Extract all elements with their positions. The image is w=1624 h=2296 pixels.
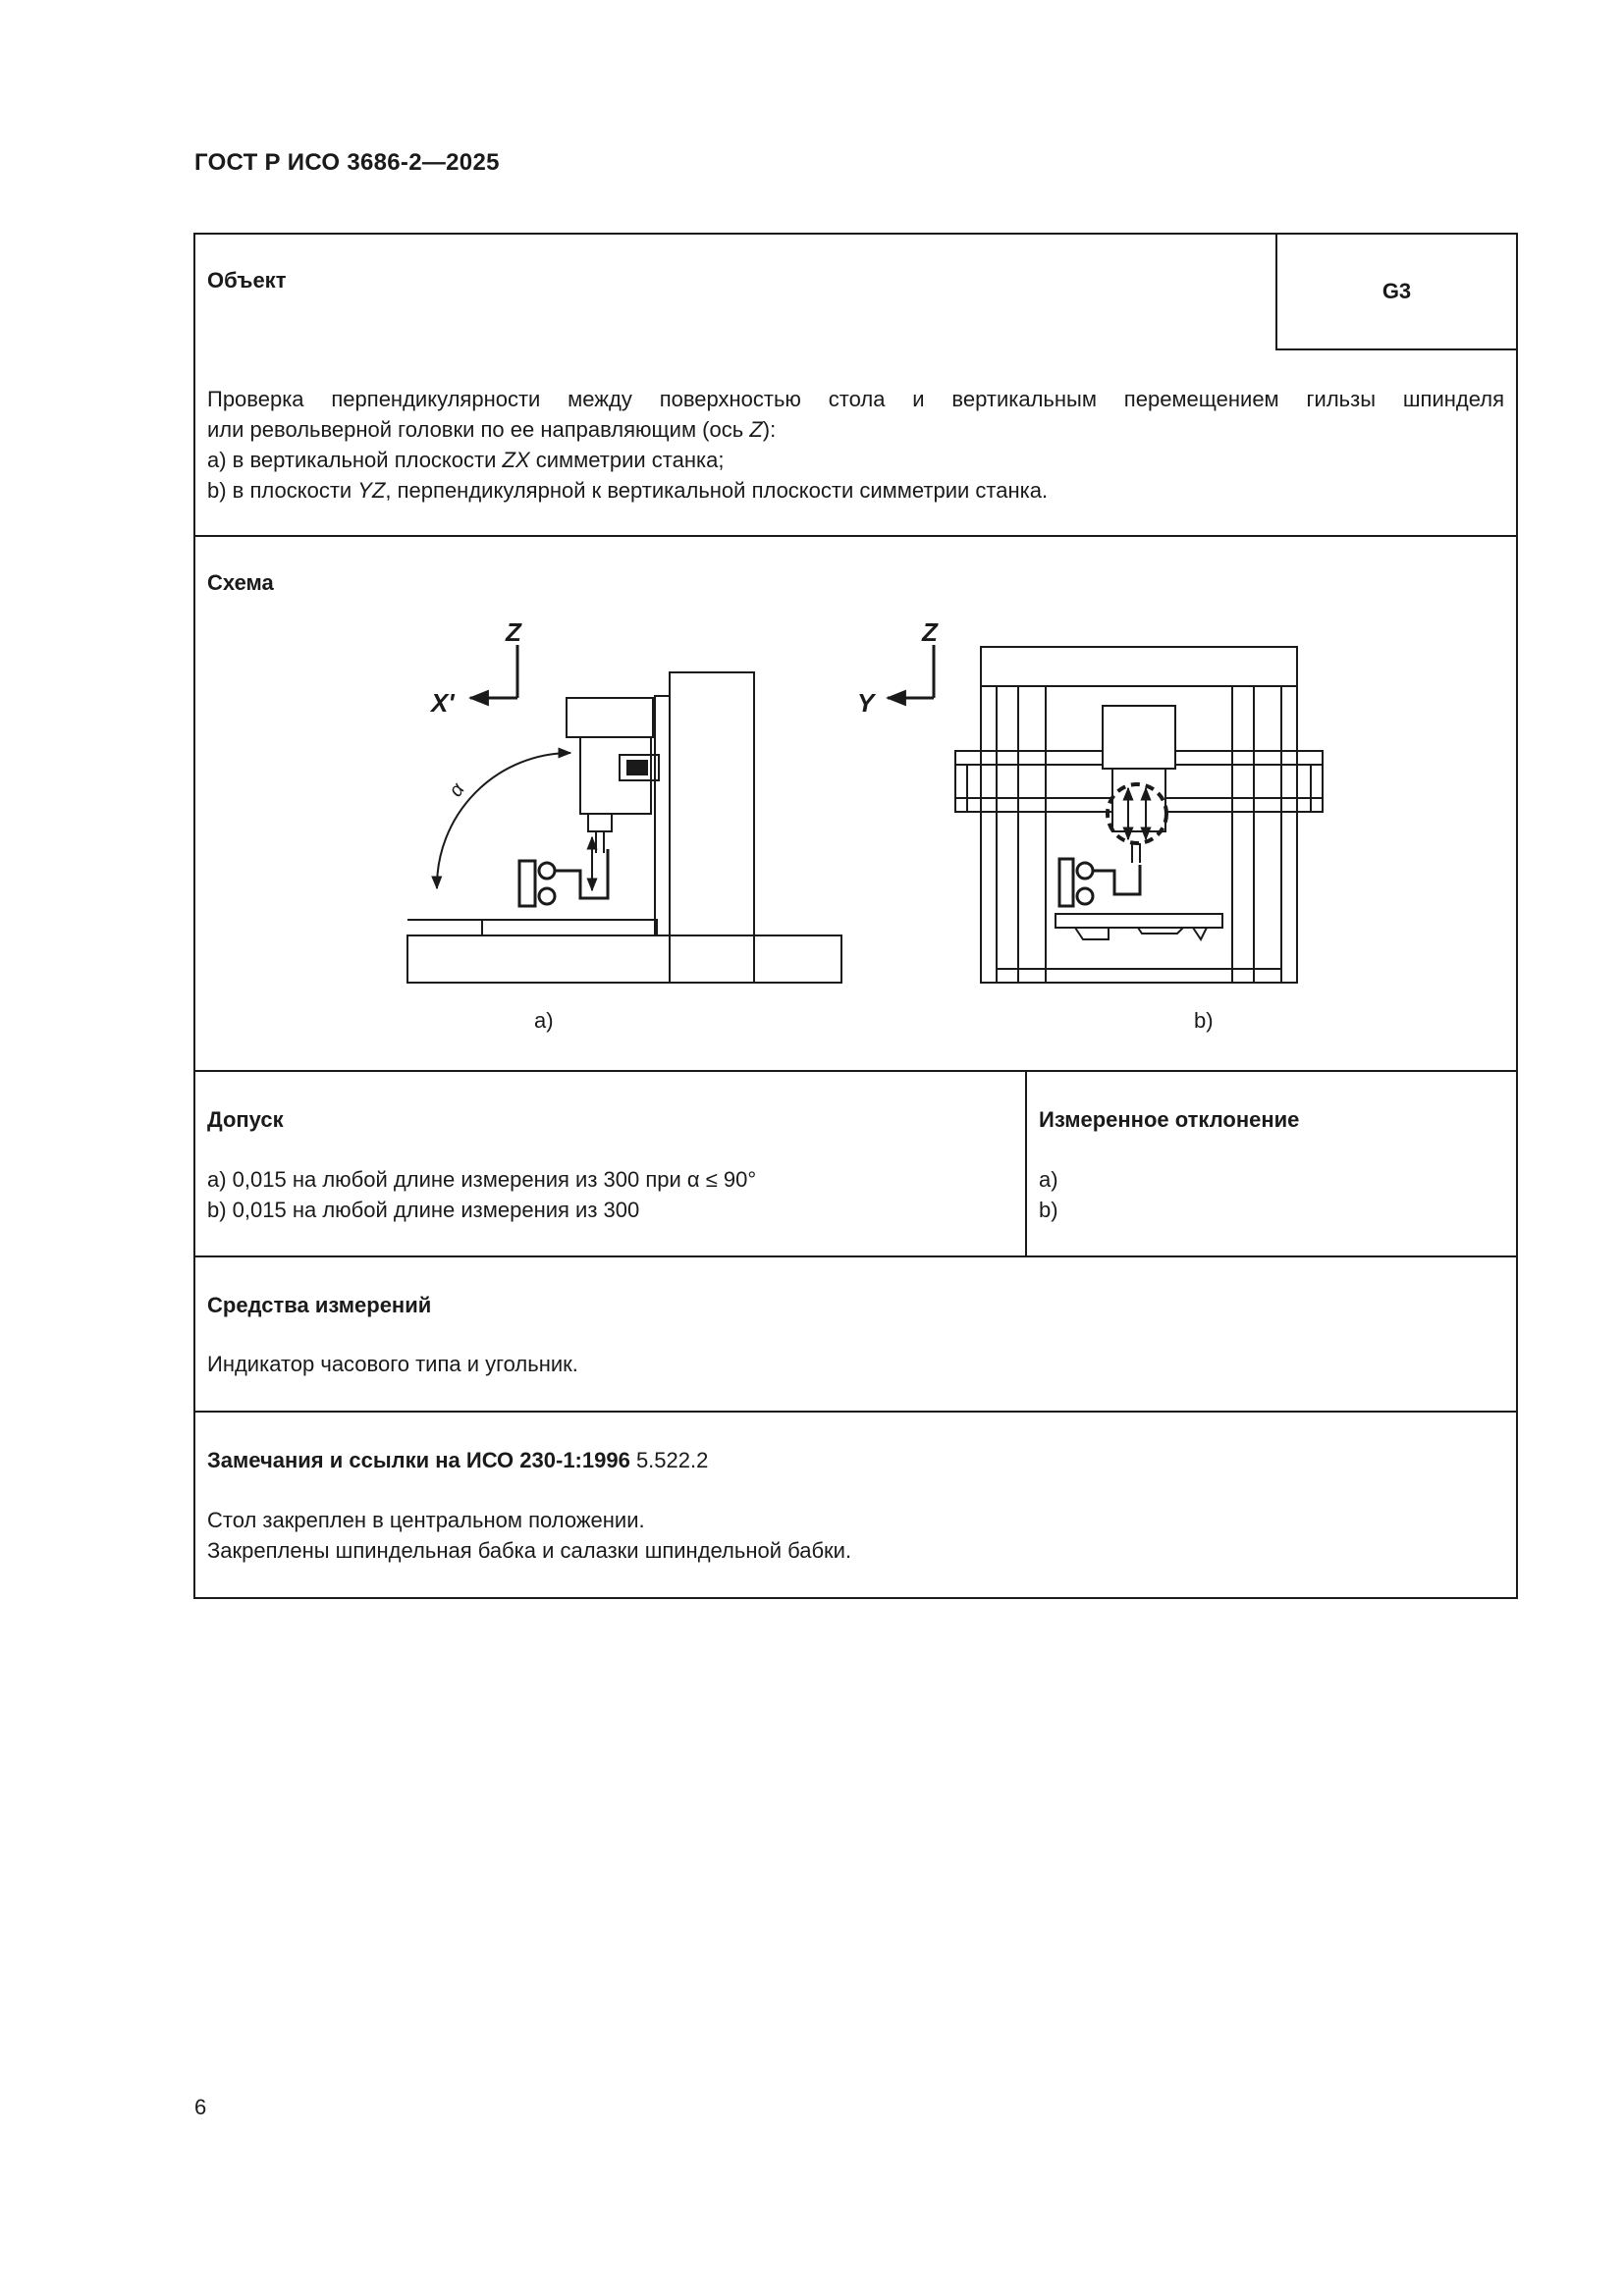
plane-symbol: YZ — [357, 478, 386, 503]
means-label: Средства измерений — [207, 1293, 432, 1317]
tolerance-list — [207, 1164, 756, 1225]
document-header: ГОСТ Р ИСО 3686-2—2025 — [194, 149, 500, 176]
plane-symbol: ZX — [502, 448, 530, 472]
axis-y-label-b: Y — [857, 688, 875, 718]
notes-section — [195, 1413, 1516, 1597]
scheme-figures — [195, 537, 1516, 1072]
notes-label: Замечания и ссылки на ИСО 230-1:1996 — [207, 1448, 630, 1472]
object-description — [207, 384, 1504, 506]
measured-item-a: a) — [1039, 1167, 1058, 1192]
measured-label: Измеренное отклонение — [1039, 1107, 1300, 1132]
description-item-a — [207, 445, 1504, 475]
notes-line-1: Стол закреплен в центральном положении. — [207, 1508, 645, 1532]
description-item-b — [207, 475, 1504, 506]
description-text: ): — [762, 417, 777, 442]
description-text: или револьверной головки по ее направляющим (ось — [207, 417, 750, 442]
axis-symbol: Z — [749, 417, 763, 442]
axis-z-label-a: Z — [506, 617, 521, 647]
tolerance-label: Допуск — [207, 1107, 284, 1132]
description-text: симметрии станка; — [529, 448, 725, 472]
description-line-2 — [207, 414, 1504, 445]
machine-base-a-icon — [407, 920, 841, 983]
test-sheet — [193, 233, 1518, 1599]
page-number: 6 — [194, 2095, 207, 2119]
tolerance-item-a: a) 0,015 на любой длине измерения из 300 при α ≤ 90° — [207, 1167, 757, 1192]
tolerance-section — [195, 1072, 1516, 1257]
axis-z-label-b: Z — [922, 617, 938, 647]
measured-list — [1039, 1164, 1058, 1225]
object-section — [195, 235, 1516, 537]
axis-x-label-a: X' — [431, 688, 455, 718]
dial-indicator-a-icon — [519, 837, 608, 906]
figure-b-caption: b) — [1194, 1008, 1214, 1033]
description-line-1: Проверка перпендикулярности между поверхностью стола и вертикальным перемещением гильзы шпинделя — [207, 387, 1504, 411]
angle-alpha-icon — [437, 753, 570, 888]
means-text: Индикатор часового типа и угольник. — [207, 1352, 578, 1376]
dial-indicator-b-icon — [1059, 859, 1140, 906]
notes-line-2: Закреплены шпиндельная бабка и салазки шпиндельной бабки. — [207, 1538, 852, 1563]
object-label: Объект — [207, 268, 287, 293]
angle-alpha-label: α — [445, 778, 469, 801]
axes-b-icon — [857, 617, 939, 718]
measured-cell — [1027, 1072, 1516, 1255]
description-text: a) в вертикальной плоскости — [207, 448, 503, 472]
description-text: , перпендикулярной к вертикальной плоскости симметрии станка. — [385, 478, 1049, 503]
measured-item-b: b) — [1039, 1198, 1058, 1222]
spindle-head-a-icon — [567, 698, 659, 853]
tolerance-item-b: b) 0,015 на любой длине измерения из 300 — [207, 1198, 640, 1222]
notes-heading — [207, 1448, 708, 1473]
test-code: G3 — [1275, 233, 1518, 350]
tolerance-cell — [195, 1072, 1027, 1255]
figure-a — [407, 617, 841, 1033]
measurement-means-section — [195, 1257, 1516, 1413]
scheme-label: Схема — [207, 570, 274, 595]
spindle-head-b-icon — [1103, 706, 1175, 863]
notes-list — [207, 1505, 851, 1566]
description-text: b) в плоскости — [207, 478, 358, 503]
figure-b — [857, 617, 1323, 1033]
axes-a-icon — [429, 617, 522, 718]
figure-a-caption: a) — [534, 1008, 554, 1033]
notes-reference: 5.522.2 — [629, 1448, 709, 1472]
table-b-icon — [1056, 914, 1222, 939]
scheme-section — [195, 537, 1516, 1072]
